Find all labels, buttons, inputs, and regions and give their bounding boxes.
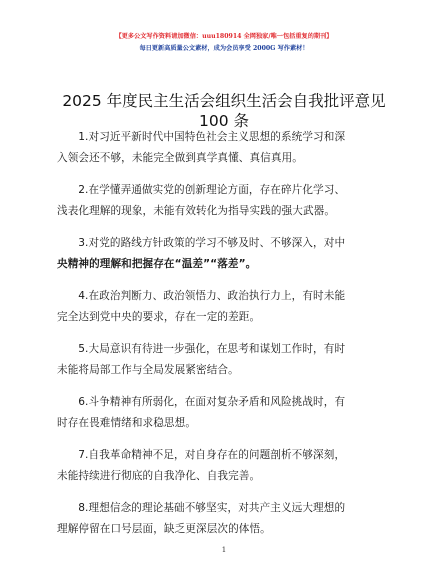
list-item-line: 3.对党的路线方针政策的学习不够及时、不够深入，对中 <box>78 237 346 249</box>
list-item-line: 未能将局部工作与全局发展紧密结合。 <box>57 364 239 376</box>
list-item-line: 未能持续进行彻底的自我净化、自我完善。 <box>57 470 261 482</box>
page-number: 1 <box>221 546 227 554</box>
list-item-line: 5.大局意识有待进一步强化，在思考和谋划工作时，有时 <box>78 343 346 355</box>
list-item-line: 入领会还不够，未能完全做到真学真懂、真信真用。 <box>57 152 303 164</box>
list-item <box>57 445 387 487</box>
list-item <box>57 233 387 275</box>
list-item-line: 1.对习近平新时代中国特色社会主义思想的系统学习和深 <box>78 131 346 143</box>
list-item <box>57 286 387 328</box>
promo-banner-line1: 【更多公文写作资料请加微信：uuu180914 全网独家/唯一包括重复的期刊】 <box>115 33 333 40</box>
list-item-line: 完全达到党中央的要求，存在一定的差距。 <box>57 311 261 323</box>
criticism-list <box>57 127 387 551</box>
list-item <box>57 127 387 169</box>
list-item-line: 2.在学懂弄通做实党的创新理论方面，存在碎片化学习、 <box>78 184 346 196</box>
list-item-line: 4.在政治判断力、政治领悟力、政治执行力上，有时未能 <box>78 290 346 302</box>
list-item-line: 浅表化理解的现象，未能有效转化为指导实践的强大武器。 <box>57 205 336 217</box>
list-item-line: 时存在畏难情绪和求稳思想。 <box>57 417 197 429</box>
list-item <box>57 180 387 222</box>
document-title-line1: 2025 年度民主生活会组织生活会自我批评意见 <box>62 92 386 110</box>
list-item-line: 8.理想信念的理论基础不够坚实，对共产主义远大理想的 <box>78 502 346 514</box>
promo-banner-line2: 每日更新高质量公文素材，成为会员享受 2000G 写作素材！ <box>139 45 309 52</box>
list-item-line: 7.自我革命精神不足，对自身存在的问题剖析不够深刻， <box>78 449 346 461</box>
list-item <box>57 392 387 434</box>
list-item-line: 6.斗争精神有所弱化，在面对复杂矛盾和风险挑战时，有 <box>78 396 346 408</box>
list-item <box>57 498 387 540</box>
list-item-line: 央精神的理解和把握存在“温差”“落差”。 <box>57 258 257 270</box>
document-title-line2: 100 条 <box>198 112 249 130</box>
list-item-line: 理解停留在口号层面，缺乏更深层次的体悟。 <box>57 523 271 535</box>
list-item <box>57 339 387 381</box>
